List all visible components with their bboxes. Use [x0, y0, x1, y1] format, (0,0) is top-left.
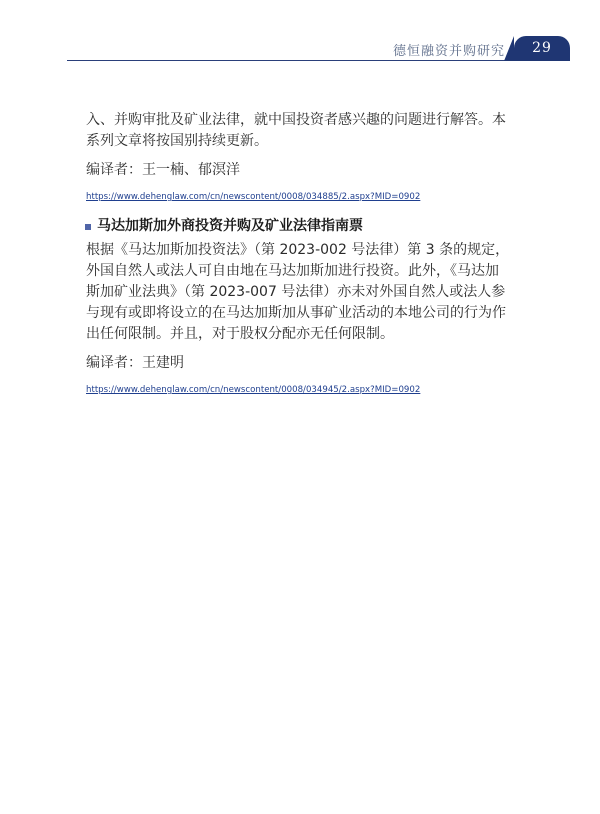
article1-paragraph — [86, 110, 518, 152]
paragraph-line: 入、并购审批及矿业法律，就中国投资者感兴趣的问题进行解答。本 — [86, 112, 506, 128]
paragraph-line: 斯加矿业法典》（第 2023-007 号法律）亦未对外国自然人或法人参 — [86, 284, 506, 300]
header-title: 德恒融资并购研究 — [392, 44, 505, 59]
header-rule — [67, 60, 522, 61]
main-content — [86, 110, 518, 395]
article1-translator: 编译者：王一楠、郁溟洋 — [86, 162, 240, 178]
paragraph-line: 出任何限制。并且，对于股权分配亦无任何限制。 — [86, 326, 394, 342]
square-bullet-icon — [85, 224, 91, 230]
page-number-tab — [514, 36, 570, 61]
page-header — [0, 0, 600, 64]
article1-source-link[interactable]: https://www.dehenglaw.com/cn/newscontent/0008/034885/2.aspx?MID=0902 — [86, 192, 421, 202]
article2-heading-text: 马达加斯加外商投资并购及矿业法律指南票 — [97, 218, 363, 234]
article2-source-link[interactable]: https://www.dehenglaw.com/cn/newscontent/0008/034945/2.aspx?MID=0902 — [86, 385, 421, 395]
article2-translator: 编译者：王建明 — [86, 355, 184, 371]
paragraph-line: 根据《马达加斯加投资法》（第 2023-002 号法律）第 3 条的规定， — [86, 242, 510, 258]
paragraph-line: 外国自然人或法人可自由地在马达加斯加进行投资。此外，《马达加 — [86, 263, 499, 279]
article2-heading — [86, 216, 518, 237]
article2-paragraph — [86, 240, 518, 345]
page-number: 29 — [532, 40, 552, 56]
paragraph-line: 系列文章将按国别持续更新。 — [86, 133, 268, 149]
paragraph-line: 与现有或即将设立的在马达加斯加从事矿业活动的本地公司的行为作 — [86, 305, 506, 321]
